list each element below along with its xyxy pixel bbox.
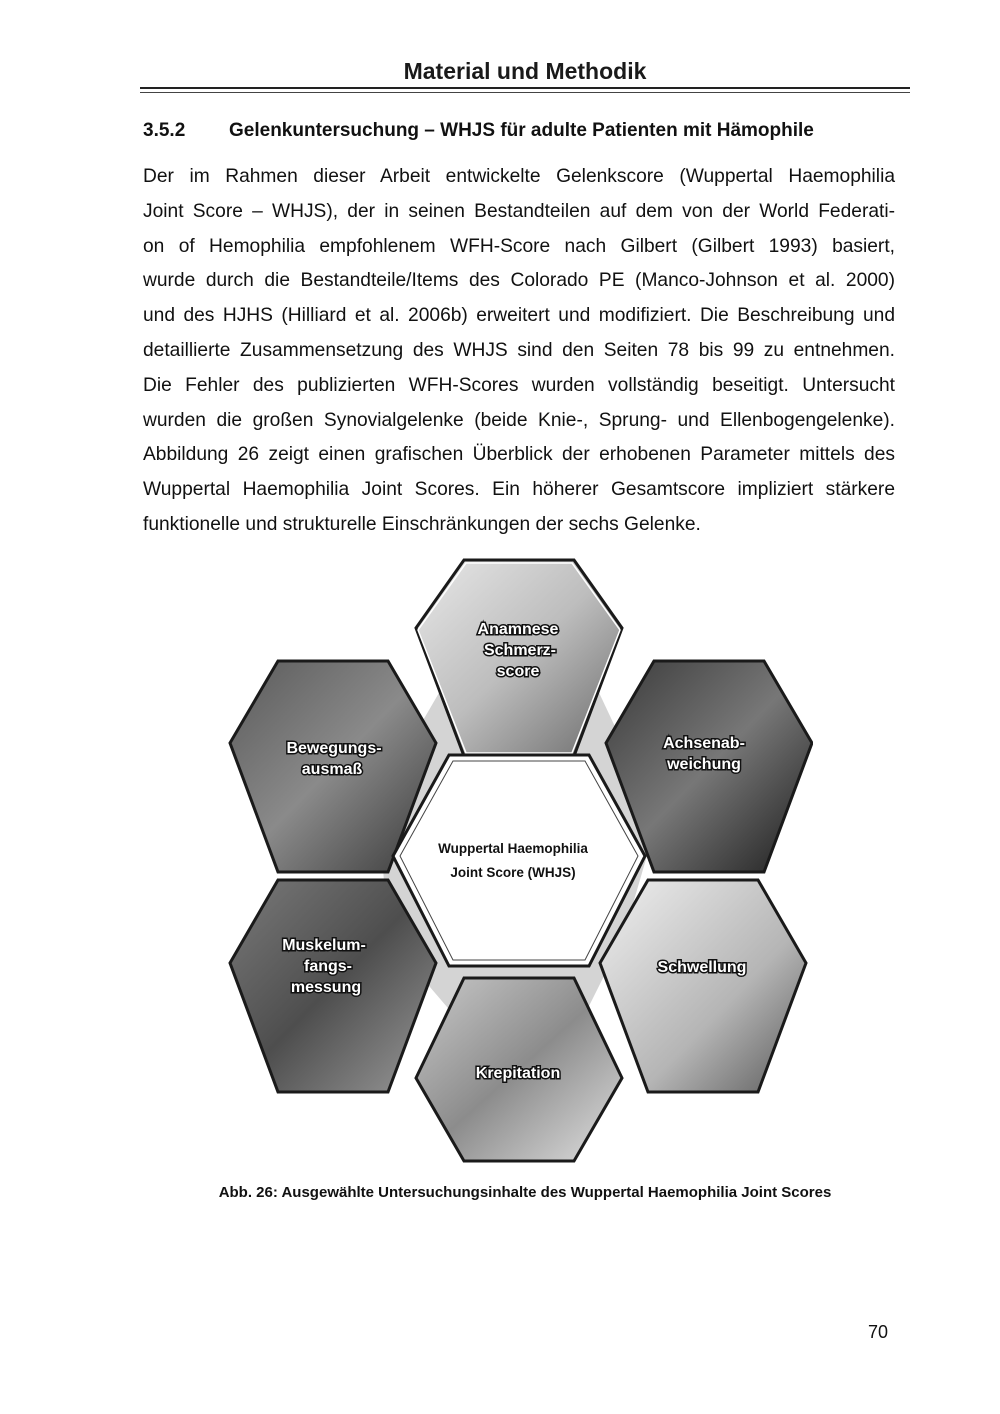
hex-top-label-3: score	[496, 663, 540, 680]
paragraph-line: wurden die großen Synovialgelenke (beide Knie-, Sprung- und Ellenbogengelenke).	[143, 409, 895, 431]
paragraph-line: Abbildung 26 zeigt einen grafischen Überblick der erhobenen Parameter mittels des	[143, 444, 895, 466]
section-number: 3.5.2	[143, 120, 186, 141]
hex-upper-left-label-2: ausmaß	[301, 761, 363, 778]
hex-lower-left-label-2: fangs-	[304, 958, 352, 975]
paragraph-line: Joint Score – WHJS), der in seinen Bestandteilen auf dem von der World Federati-	[143, 200, 895, 222]
section-heading	[143, 120, 903, 142]
paragraph-line: detaillierte Zusammensetzung des WHJS sind den Seiten 78 bis 99 zu entnehmen.	[143, 339, 895, 361]
hex-top-label-1: Anamnese	[477, 621, 559, 638]
hex-upper-left-label-1: Bewegungs-	[286, 740, 382, 757]
hex-upper-right-label-1: Achsenab-	[663, 735, 745, 752]
paragraph-line: wurde durch die Bestandteile/Items des Colorado PE (Manco-Johnson et al. 2000)	[143, 270, 895, 292]
paragraph-line: und des HJHS (Hilliard et al. 2006b) erweitert und modifiziert. Die Beschreibung und	[143, 305, 895, 327]
hex-lower-right-label-1: Schwellung	[657, 959, 747, 976]
page-number: 70	[868, 1322, 889, 1342]
paragraph-line: Der im Rahmen dieser Arbeit entwickelte Gelenkscore (Wuppertal Haemophilia	[143, 166, 895, 187]
section-title: Gelenkuntersuchung – WHJS für adulte Patienten mit Hämophile	[229, 120, 814, 141]
hex-bottom-label-1: Krepitation	[475, 1065, 561, 1082]
paragraph-line: on of Hemophilia empfohlenem WFH-Score nach Gilbert (Gilbert 1993) basiert,	[143, 235, 895, 257]
hex-lower-left-label-3: messung	[290, 979, 362, 996]
running-header: Material und Methodik	[403, 58, 647, 84]
center-label-2: Joint Score (WHJS)	[450, 865, 576, 880]
header-rule-thin	[140, 92, 910, 93]
header-rule-thick	[140, 87, 910, 89]
paragraph-line: Die Fehler des publizierten WFH-Scores wurden vollständig beseitigt. Untersucht	[143, 374, 895, 396]
hex-top-label-2: Schmerz-	[483, 642, 557, 659]
center-label-1: Wuppertal Haemophilia	[438, 841, 588, 856]
figure-caption: Abb. 26: Ausgewählte Untersuchungsinhalte des Wuppertal Haemophilia Joint Scores	[218, 1184, 832, 1201]
hex-upper-right-label-2: weichung	[667, 756, 741, 773]
body-paragraph	[143, 160, 895, 543]
whjs-figure	[228, 558, 813, 1163]
hexagon-diagram	[228, 558, 813, 1163]
paragraph-line: funktionelle und strukturelle Einschränkungen der sechs Gelenke.	[143, 513, 701, 535]
hex-schwellung	[600, 880, 806, 1092]
hex-lower-left-label-1: Muskelum-	[282, 937, 366, 954]
paragraph-line: Wuppertal Haemophilia Joint Scores. Ein höherer Gesamtscore impliziert stärkere	[143, 479, 895, 501]
